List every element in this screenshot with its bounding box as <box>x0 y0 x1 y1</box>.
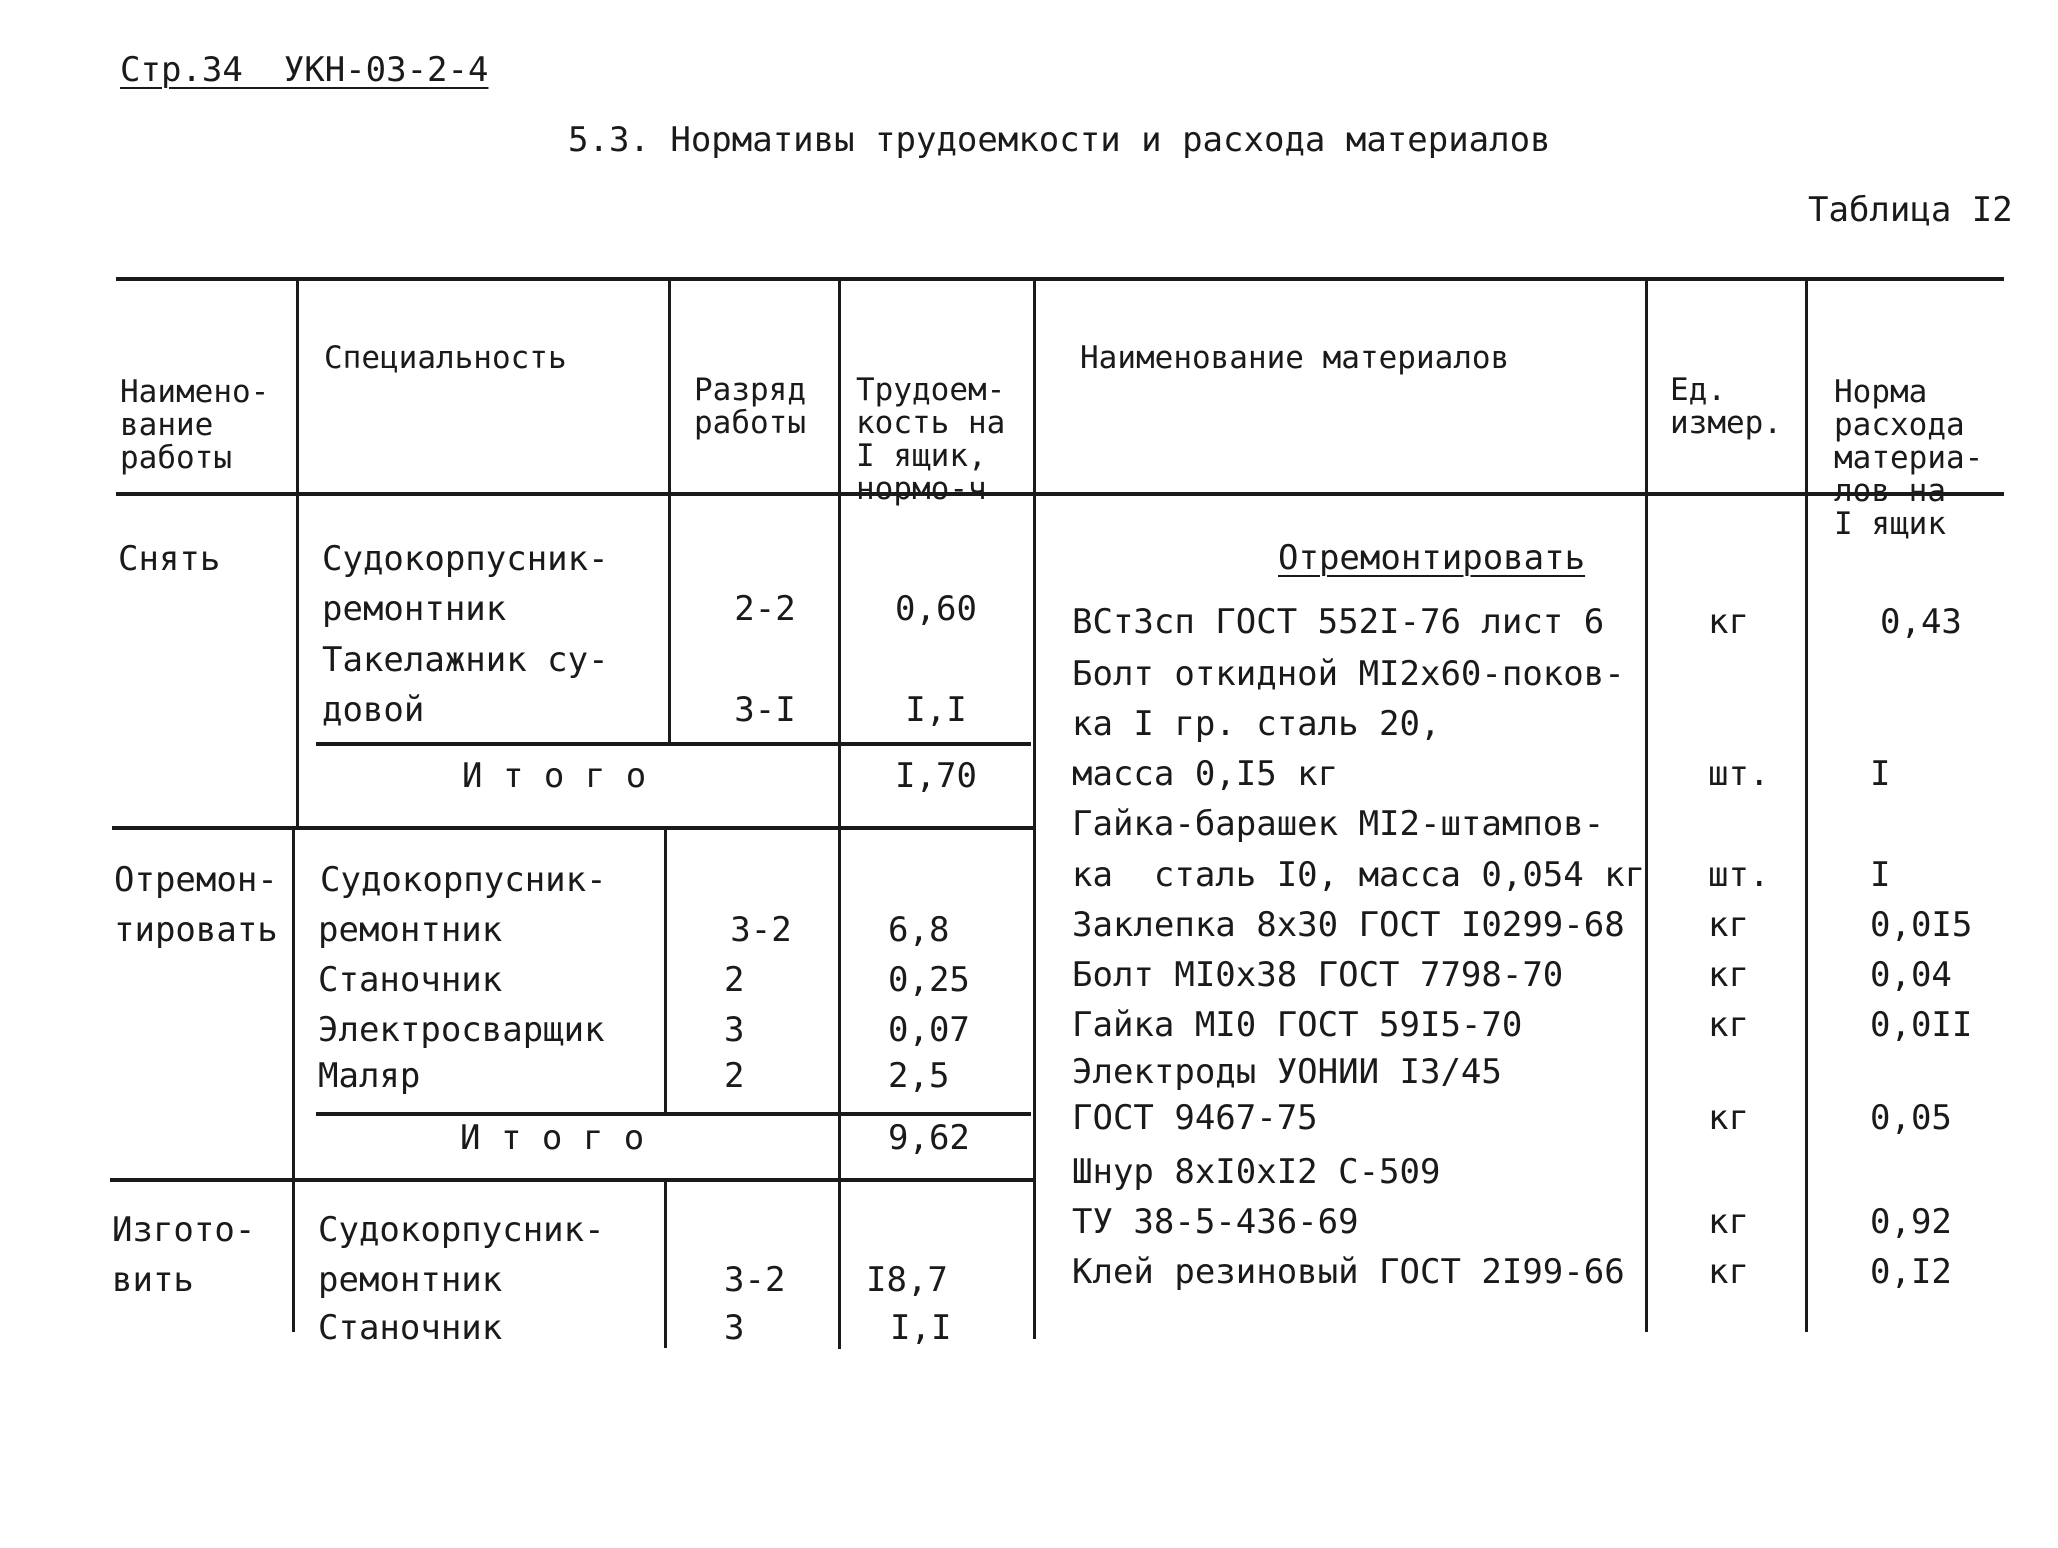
material-line: ВСт3сп ГОСТ 552I-76 лист 6 <box>1072 602 1605 642</box>
norm-value: I <box>1870 754 1891 794</box>
labor-value: 6,8 <box>888 910 950 950</box>
grade-value: 2-2 <box>734 589 796 629</box>
grade-value: 3-I <box>734 690 796 730</box>
specialty-line: Судокорпусник- <box>322 539 609 579</box>
specialty-line: Станочник <box>318 960 503 1000</box>
material-line: ТУ 38-5-436-69 <box>1072 1202 1359 1242</box>
header-bottom-rule <box>116 492 2004 496</box>
column-divider <box>1033 277 1036 1339</box>
column-divider <box>292 827 295 1332</box>
material-line: Электроды УОНИИ I3/45 <box>1072 1052 1502 1092</box>
material-line: Болт откидной МI2х60-поков- <box>1072 654 1625 694</box>
table-top-rule <box>116 277 2004 281</box>
work-name: тировать <box>114 910 278 950</box>
grade-value: 2 <box>724 960 745 1000</box>
subtotal-rule <box>316 1112 1031 1116</box>
column-divider <box>1645 277 1648 1332</box>
unit-value: шт. <box>1708 855 1770 895</box>
specialty-line: ремонтник <box>318 1260 503 1300</box>
table-label: Таблица I2 <box>1808 190 2013 230</box>
norm-value: 0,43 <box>1880 602 1962 642</box>
grade-value: 3 <box>724 1308 745 1348</box>
total-value: I,70 <box>895 756 977 796</box>
specialty-line: ремонтник <box>318 910 503 950</box>
specialty-line: Станочник <box>318 1308 503 1348</box>
subtotal-rule <box>316 742 1031 746</box>
material-line: Гайка-барашек МI2-штампов- <box>1072 804 1605 844</box>
material-line: масса 0,I5 кг <box>1072 754 1339 794</box>
labor-value: 0,07 <box>888 1010 970 1050</box>
material-line: Болт МI0х38 ГОСТ 7798-70 <box>1072 955 1564 995</box>
labor-value: I8,7 <box>866 1260 948 1300</box>
materials-heading: Отремонтировать <box>1278 538 1586 578</box>
specialty-line: Маляр <box>318 1056 421 1096</box>
norm-value: 0,04 <box>1870 955 1952 995</box>
unit-value: шт. <box>1708 754 1770 794</box>
grade-value: 3-2 <box>730 910 792 950</box>
labor-value: I,I <box>905 690 967 730</box>
material-line: ка I гр. сталь 20, <box>1072 704 1441 744</box>
labor-value: 0,25 <box>888 960 970 1000</box>
column-divider <box>1805 277 1808 1332</box>
header-labor: Трудоем- кость на I ящик, нормо-ч <box>856 372 1006 507</box>
material-line: Гайка МI0 ГОСТ 59I5-70 <box>1072 1005 1523 1045</box>
section-rule <box>112 826 1033 830</box>
material-line: Клей резиновый ГОСТ 2I99-66 <box>1072 1252 1625 1292</box>
header-norm: Норма расхода материа- лов на I ящик <box>1834 374 1984 542</box>
column-divider <box>664 1180 667 1348</box>
section-rule <box>110 1178 1033 1182</box>
work-name: Отремон- <box>114 860 278 900</box>
norm-value: 0,0I5 <box>1870 905 1973 945</box>
unit-value: кг <box>1708 602 1749 642</box>
total-label: И т о г о <box>462 756 647 796</box>
column-divider <box>296 277 299 827</box>
header-material-name: Наименование материалов <box>1080 340 1510 376</box>
material-line: Шнур 8хI0хI2 С-509 <box>1072 1152 1441 1192</box>
total-label: И т о г о <box>460 1118 645 1158</box>
norm-value: 0,0II <box>1870 1005 1973 1045</box>
specialty-line: Судокорпусник- <box>318 1210 605 1250</box>
header-specialty: Специальность <box>324 340 567 376</box>
specialty-line: Такелажник су- <box>322 640 609 680</box>
unit-value: кг <box>1708 905 1749 945</box>
material-line: ГОСТ 9467-75 <box>1072 1098 1318 1138</box>
column-divider <box>668 277 671 742</box>
unit-value: кг <box>1708 1202 1749 1242</box>
unit-value: кг <box>1708 955 1749 995</box>
section-title: 5.3. Нормативы трудоемкости и расхода материалов <box>568 120 1551 160</box>
header-work-name: Наимено- вание работы <box>120 374 270 476</box>
work-name: вить <box>112 1260 194 1300</box>
material-line: ка сталь I0, масса 0,054 кг <box>1072 855 1646 895</box>
header-grade: Разряд работы <box>694 372 806 441</box>
grade-value: 3-2 <box>724 1260 786 1300</box>
material-line: Заклепка 8х30 ГОСТ I0299-68 <box>1072 905 1625 945</box>
header-unit: Ед. измер. <box>1670 372 1782 441</box>
specialty-line: довой <box>322 690 425 730</box>
labor-value: I,I <box>890 1308 952 1348</box>
specialty-line: ремонтник <box>322 589 507 629</box>
specialty-line: Судокорпусник- <box>320 860 607 900</box>
column-divider <box>664 827 667 1112</box>
page-reference: Стр.34 УКН-03-2-4 <box>120 50 489 90</box>
labor-value: 0,60 <box>895 589 977 629</box>
labor-value: 2,5 <box>888 1056 950 1096</box>
work-name: Изгото- <box>112 1210 256 1250</box>
specialty-line: Электросварщик <box>318 1010 605 1050</box>
column-divider <box>838 277 841 1349</box>
norm-value: 0,05 <box>1870 1098 1952 1138</box>
norm-value: I <box>1870 855 1891 895</box>
norm-value: 0,92 <box>1870 1202 1952 1242</box>
grade-value: 2 <box>724 1056 745 1096</box>
unit-value: кг <box>1708 1005 1749 1045</box>
grade-value: 3 <box>724 1010 745 1050</box>
work-name: Снять <box>118 539 221 579</box>
unit-value: кг <box>1708 1098 1749 1138</box>
norm-value: 0,I2 <box>1870 1252 1952 1292</box>
total-value: 9,62 <box>888 1118 970 1158</box>
unit-value: кг <box>1708 1252 1749 1292</box>
